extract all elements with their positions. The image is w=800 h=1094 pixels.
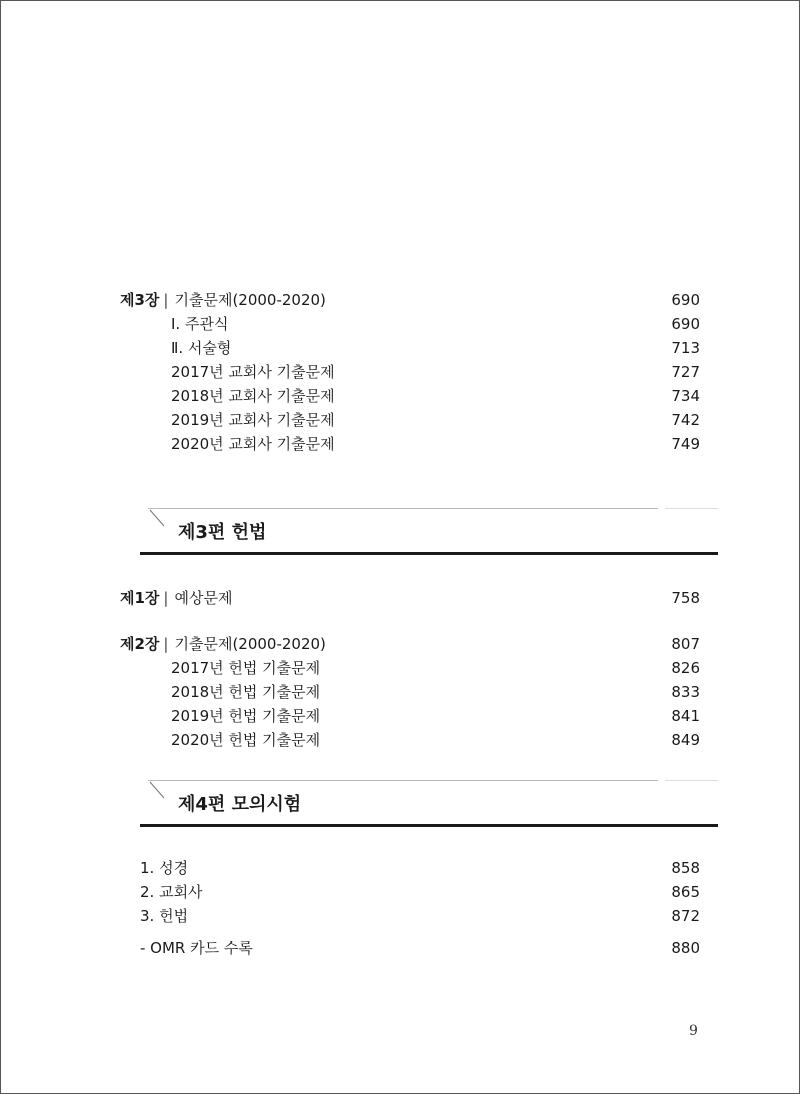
folio-page-number: 9: [689, 1023, 698, 1039]
header-rule-bottom: [140, 824, 718, 827]
page-number: 865: [671, 883, 700, 901]
part-4-header: [140, 780, 718, 830]
page-number: 880: [671, 939, 700, 957]
entry-label: 2019년 교회사 기출문제: [171, 411, 335, 429]
toc-entry-omr[interactable]: [120, 937, 700, 959]
toc-entry[interactable]: [120, 657, 700, 679]
entry-label: 2. 교회사: [140, 883, 203, 901]
toc-entry[interactable]: [120, 681, 700, 703]
toc-chapter-1[interactable]: [120, 587, 700, 609]
page-number: 742: [671, 411, 700, 429]
entry-label: Ⅱ. 서술형: [171, 339, 232, 357]
page-number: 690: [671, 291, 700, 309]
page-number: 727: [671, 363, 700, 381]
entry-label: 1. 성경: [140, 859, 189, 877]
toc-entry[interactable]: [120, 705, 700, 727]
header-rule-top-right: [665, 508, 718, 509]
toc-entry[interactable]: [120, 433, 700, 455]
page-number: 690: [671, 315, 700, 333]
chapter-number: 제3장: [120, 291, 160, 309]
part-title: 제4편 모의시험: [178, 794, 302, 815]
header-rule-top-right: [665, 780, 718, 781]
toc-entry[interactable]: [120, 409, 700, 431]
entry-label: 2020년 헌법 기출문제: [171, 731, 321, 749]
page-number: 734: [671, 387, 700, 405]
entry-label: 2020년 교회사 기출문제: [171, 435, 335, 453]
toc-entry[interactable]: [120, 313, 700, 335]
page-number: 849: [671, 731, 700, 749]
toc-chapter-2[interactable]: [120, 633, 700, 655]
chapter-separator: |: [163, 291, 169, 309]
header-rule-top: [148, 780, 658, 781]
entry-label: 2017년 헌법 기출문제: [171, 659, 321, 677]
page-number: 841: [671, 707, 700, 725]
page-number: 749: [671, 435, 700, 453]
toc-entry[interactable]: [120, 385, 700, 407]
header-rule-bottom: [140, 552, 718, 555]
toc-entry[interactable]: [120, 881, 700, 903]
page-number: 858: [671, 859, 700, 877]
header-rule-top: [148, 508, 658, 509]
chapter-title: 예상문제: [174, 589, 233, 607]
entry-label: 2017년 교회사 기출문제: [171, 363, 335, 381]
chapter-separator: |: [163, 589, 169, 607]
part-title: 제3편 헌법: [178, 522, 267, 543]
toc-entry[interactable]: [120, 905, 700, 927]
chapter-separator: |: [163, 635, 169, 653]
page-number: 807: [671, 635, 700, 653]
part-3-header: [140, 508, 718, 558]
header-diagonal-mark: [140, 508, 170, 530]
chapter-title: 기출문제(2000-2020): [174, 635, 326, 653]
entry-label: 3. 헌법: [140, 907, 189, 925]
toc-chapter-3[interactable]: [120, 289, 700, 311]
page-number: 872: [671, 907, 700, 925]
chapter-title: 기출문제(2000-2020): [174, 291, 326, 309]
entry-label: - OMR 카드 수록: [140, 939, 253, 957]
page-number: 713: [671, 339, 700, 357]
toc-entry[interactable]: [120, 361, 700, 383]
header-diagonal-mark: [140, 780, 170, 802]
toc-entry[interactable]: [120, 857, 700, 879]
entry-label: 2018년 교회사 기출문제: [171, 387, 335, 405]
toc-entry[interactable]: [120, 337, 700, 359]
page-number: 758: [671, 589, 700, 607]
chapter-number: 제2장: [120, 635, 160, 653]
entry-label: Ⅰ. 주관식: [171, 315, 229, 333]
page-number: 833: [671, 683, 700, 701]
page-number: 826: [671, 659, 700, 677]
entry-label: 2019년 헌법 기출문제: [171, 707, 321, 725]
chapter-number: 제1장: [120, 589, 160, 607]
toc-entry[interactable]: [120, 729, 700, 751]
entry-label: 2018년 헌법 기출문제: [171, 683, 321, 701]
